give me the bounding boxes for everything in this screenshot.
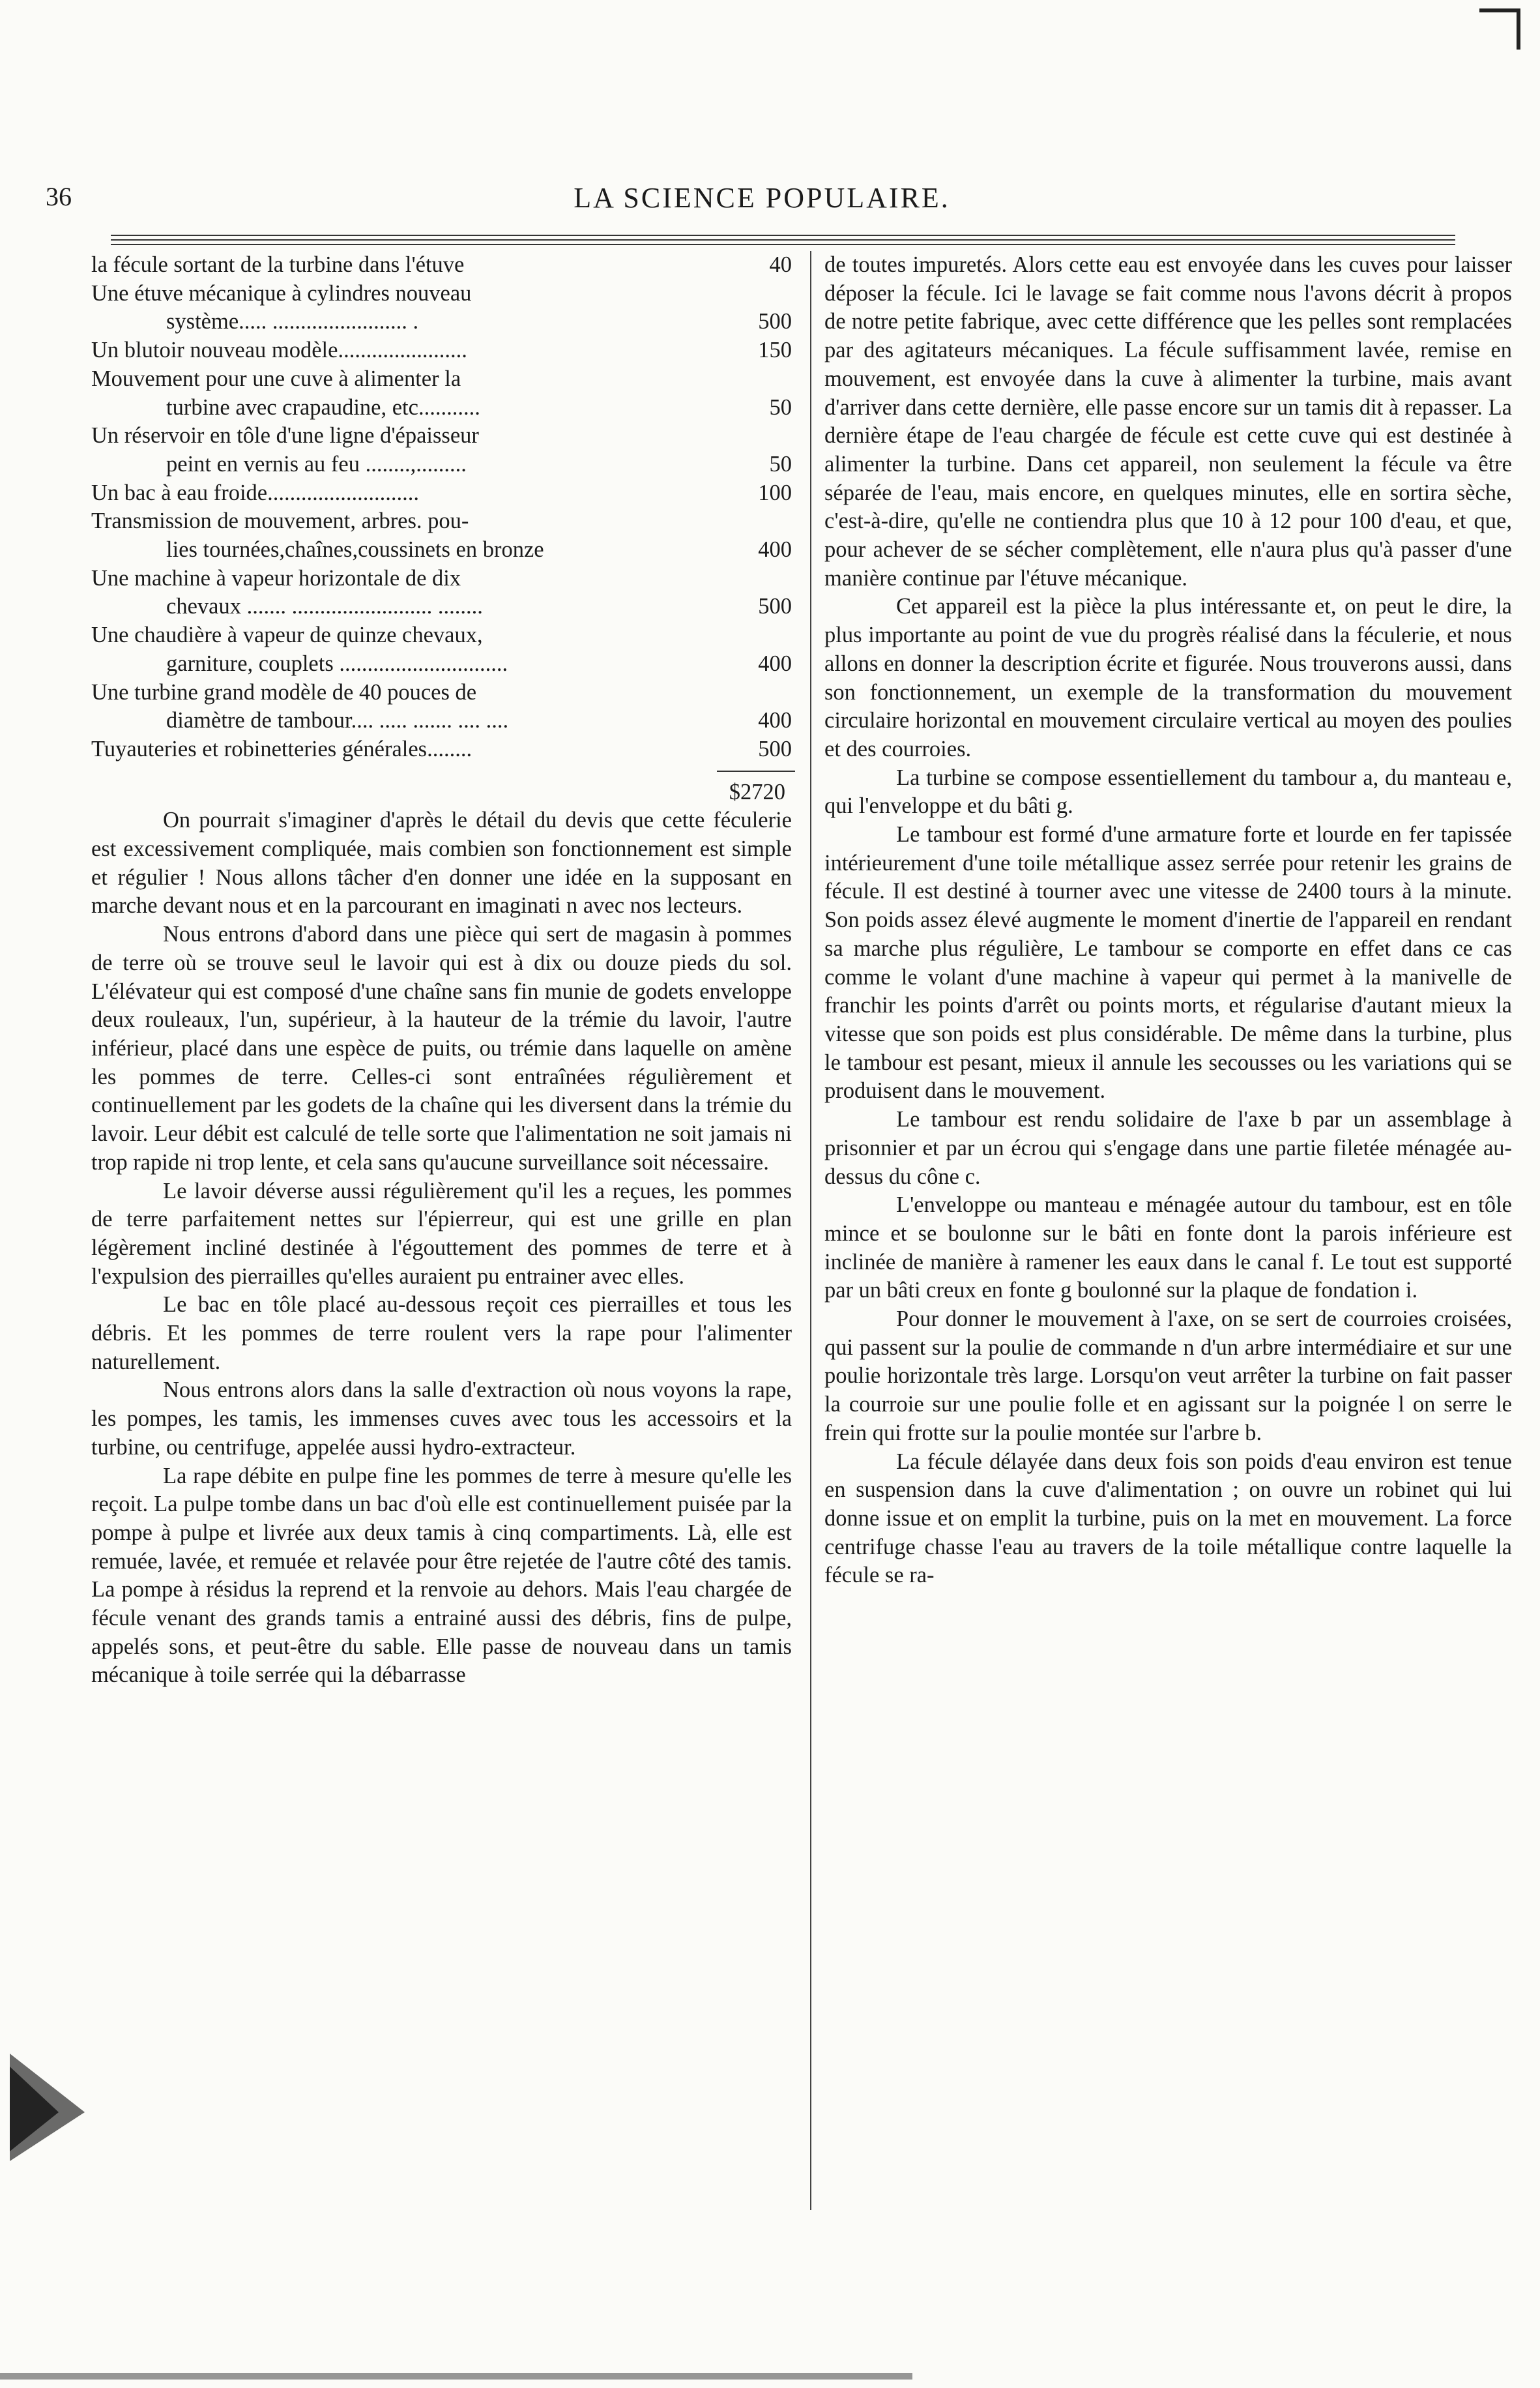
page-header	[46, 181, 1478, 220]
paragraph: Le lavoir déverse aussi régulièrement qu'il les a reçues, les pommes de terre parfaitement nettes sur l'épierreur, qui est une grille en plan légèrement incliné destinée à l'égouttement des pommes de terre et à l'expulsion des pierrailles qu'elles auraient pu entrainer avec elles.	[91, 1178, 792, 1289]
cost-item: Tuyauteries et robinetteries générales........ 500	[91, 736, 792, 761]
running-title: LA SCIENCE POPULAIRE.	[574, 182, 950, 214]
cost-item: la fécule sortant de la turbine dans l'étuve 40	[91, 252, 792, 277]
paragraph: La turbine se compose essentiellement du tambour a, du manteau e, qui l'enveloppe et du bâti g.	[824, 765, 1512, 819]
corner-mark	[1479, 5, 1525, 51]
column-divider	[810, 251, 811, 2210]
paragraph: Nous entrons alors dans la salle d'extraction où nous voyons la rape, les pompes, les tamis, les immenses cuves avec tous les accessoirs et la turbine, ou centrifuge, appelée aussi hydro-extracteur.	[91, 1378, 792, 1460]
header-rule	[111, 239, 1455, 241]
paragraph: de toutes impuretés. Alors cette eau est envoyée dans les cuves pour laisser déposer la fécule. Ici le lavage se fait comme nous l'avons décrit à propos de notre petite fabrique, avec cette différence que les pelles sont remplacées par des agitateurs mécaniques. La fécule suffisamment lavée, remise en mouvement, est envoyée dans la cuve à alimenter la turbine, mais avant d'arriver dans cette dernière, elle passe encore sur un tamis dit à repasser. La dernière étape de l'eau chargée de fécule est cette cuve qui est destinée à alimenter la turbine. Dans cet appareil, non seulement la fécule va être séparée de l'eau, mais encore, en quelques minutes, elle en sortira sèche, c'est-à-dire, qu'elle ne contiendra plus que 10 à 12 pour 100 d'eau, et que, pour achever de se sécher complètement, elle n'aura plus qu'à passer d'une manière continue par l'étuve mécanique.	[824, 252, 1512, 591]
total-rule	[717, 771, 795, 772]
cost-item: Un bac à eau froide........................... 100	[91, 480, 792, 505]
paragraph: Le bac en tôle placé au-dessous reçoit ces pierrailles et tous les débris. Et les pommes de terre roulent vers la rape pour l'alimenter naturellement.	[91, 1292, 792, 1374]
paragraph: Pour donner le mouvement à l'axe, on se sert de courroies croisées, qui passent sur la poulie de commande n d'un arbre intermédiaire et sur une poulie horizontale très large. Lorsqu'on veut arrêter la turbine on fait passer la courroie sur une poulie folle et en agissant sur la poignée l on serre le frein qui frotte sur la poulie montée sur l'arbre b.	[824, 1306, 1512, 1445]
header-rule	[111, 244, 1455, 245]
cost-item: Un blutoir nouveau modèle....................... 150	[91, 338, 792, 363]
cost-total: $2720	[729, 779, 785, 804]
paragraph: La rape débite en pulpe fine les pommes de terre à mesure qu'elle les reçoit. La pulpe tombe dans un bac d'où elle est continuellement puisée par la pompe à pulpe et livrée aux deux tamis à cinq compartiments. Là, elle est remuée, lavée, et remuée et relavée pour être rejetée de l'autre côté des tamis. La pompe à résidus la reprend et la renvoie au dehors. Mais l'eau chargée de fécule venant des grands tamis a entrainé aussi des débris, fins de pulpe, appelés sons, et peut-être du sable. Elle passe de nouveau dans un tamis mécanique à toile serrée qui la débarrasse	[91, 1463, 792, 1688]
header-rule	[111, 235, 1455, 236]
page-number: 36	[46, 182, 72, 211]
paragraph: Le tambour est formé d'une armature forte et lourde en fer tapissée intérieurement d'une toile métallique assez serrée pour retenir les grains de fécule. Il est destiné à tourner avec une vitesse de 2400 tours à la minute. Son poids assez élevé augmente le moment d'inertie de l'appareil en rendant sa marche plus régulière, Le tambour se comporte en effet dans ce cas comme le volant d'une machine à vapeur qui permet à la manivelle de franchir les points d'arrêt ou points morts, et régularise d'autant mieux la vitesse que son poids est plus considérable. De même dans la turbine, plus le tambour est pesant, mieux il annule les secousses ou les variations qui se produisent dans le mouvement.	[824, 822, 1512, 1104]
paragraph: L'enveloppe ou manteau e ménagée autour du tambour, est en tôle mince et se boulonne sur le bâti en fonte dont la parois inférieure est inclinée de manière à ramener les eaux dans le canal f. Le tout est supporté par un bâti creux en fonte g boulonné sur la plaque de fondation i.	[824, 1192, 1512, 1303]
left-column	[91, 251, 792, 1690]
cost-item: Une turbine grand modèle de 40 pouces de diamètre de tambour.... ..... ....... .... .... 400	[91, 679, 792, 733]
cost-item: Mouvement pour une cuve à alimenter la turbine avec crapaudine, etc........... 50	[91, 366, 792, 420]
paragraph: La fécule délayée dans deux fois son poids d'eau environ est tenue en suspension dans la cuve d'alimentation ; on ouvre un robinet qui lui donne issue et on emplit la turbine, puis on la met en mouvement. La force centrifuge chasse l'eau au travers de la toile métallique contre laquelle la fécule se ra-	[824, 1449, 1512, 1588]
ink-blot-mark	[7, 2041, 98, 2171]
cost-item: Un réservoir en tôle d'une ligne d'épaisseur peint en vernis au feu ........,......... 50	[91, 423, 792, 477]
cost-item: Une étuve mécanique à cylindres nouveau système..... ........................ . 500	[91, 280, 792, 334]
paragraph: On pourrait s'imaginer d'après le détail du devis que cette féculerie est excessivement compliquée, mais combien son fonctionnement est simple et régulier ! Nous allons tâcher d'en donner une idée en la supposant en marche devant nous et en la parcourant en imaginati n avec nos lecteurs.	[91, 808, 792, 919]
cost-item: Une chaudière à vapeur de quinze chevaux, garniture, couplets .............................. 400	[91, 623, 792, 676]
right-column	[824, 251, 1512, 1590]
paragraph: Cet appareil est la pièce la plus intéressante et, on peut le dire, la plus importante au point de vue du progrès réalisé dans la féculerie, et nous allons en donner la description écrite et figurée. Nous trouverons aussi, dans son fonctionnement, un exemple de la transformation du mouvement circulaire horizontal en mouvement circulaire vertical au moyen des poulies et des courroies.	[824, 594, 1512, 761]
paragraph: Le tambour est rendu solidaire de l'axe b par un assemblage à prisonnier et par un écrou qui s'engage dans une partie filetée ménagée au-dessus du cône c.	[824, 1107, 1512, 1189]
scan-edge-mark	[0, 2373, 912, 2380]
cost-item: Transmission de mouvement, arbres. pou- lies tournées,chaînes,coussinets en bronze 400	[91, 509, 792, 563]
cost-item: Une machine à vapeur horizontale de dix chevaux ....... ......................... ........ 500	[91, 565, 792, 619]
paragraph: Nous entrons d'abord dans une pièce qui sert de magasin à pommes de terre où se trouve seul le lavoir qui est à dix ou douze pieds du sol. L'élévateur qui est composé d'une chaîne sans fin munie de godets enveloppe deux rouleaux, l'un, supérieur, à la hauteur de la trémie du lavoir, l'autre inférieur, placé dans une espèce de puits, ou trémie dans laquelle on amène les pommes de terre. Celles-ci sont entraînées régulièrement et continuellement par les godets de la chaîne qui les diversent dans la trémie du lavoir. Leur débit est calculé de telle sorte que l'alimentation ne soit jamais ni trop rapide ni trop lente, et cela sans qu'aucune surveillance soit nécessaire.	[91, 922, 792, 1175]
